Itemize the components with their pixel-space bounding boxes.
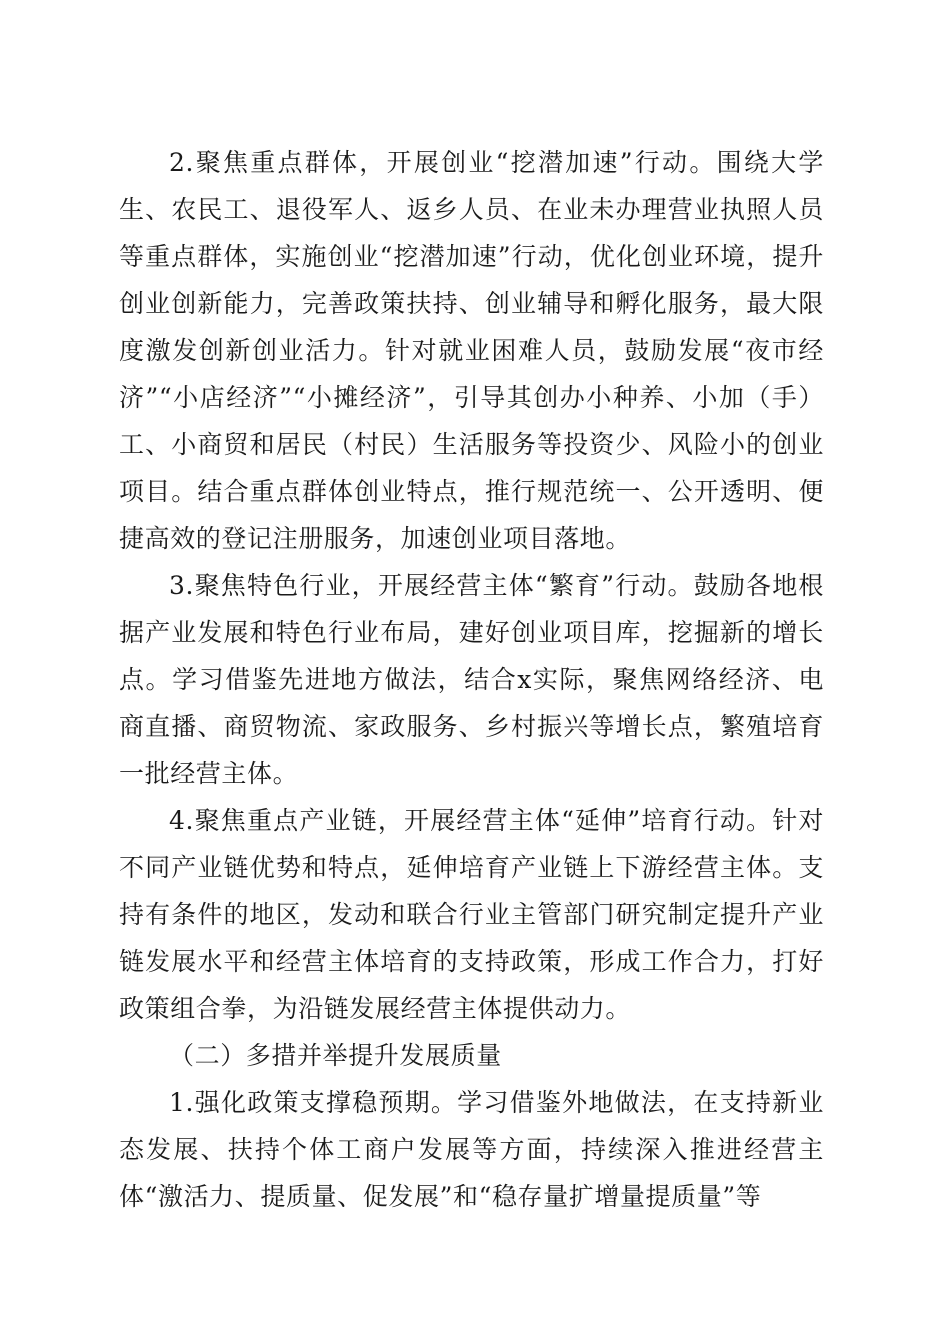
document-body	[119, 139, 824, 1220]
paragraph-policy-support: 1.强化政策支撑稳预期。学习借鉴外地做法，在支持新业态发展、扶持个体工商户发展等方面，持续深入推进经营主体“激活力、提质量、促发展”和“稳存量扩增量提质量”等	[119, 1088, 824, 1211]
paragraph-key-groups: 2.聚焦重点群体，开展创业“挖潜加速”行动。围绕大学生、农民工、退役军人、返乡人员、在业未办理营业执照人员等重点群体，实施创业“挖潜加速”行动，优化创业环境，提升创业创新能力，完善政策扶持、创业辅导和孵化服务，最大限度激发创新创业活力。针对就业困难人员，鼓励发展“夜市经济”“小店经济”“小摊经济”，引导其创办小种养、小加（手）工、小商贸和居民（村民）生活服务等投资少、风险小的创业项目。结合重点群体创业特点，推行规范统一、公开透明、便捷高效的登记注册服务，加速创业项目落地。	[119, 148, 824, 553]
section-heading-quality: （二）多措并举提升发展质量	[169, 1041, 502, 1070]
paragraph-specialty-industries: 3.聚焦特色行业，开展经营主体“繁育”行动。鼓励各地根据产业发展和特色行业布局，建好创业项目库，挖掘新的增长点。学习借鉴先进地方做法，结合x实际，聚焦网络经济、电商直播、商贸物流、家政服务、乡村振兴等增长点，繁殖培育一批经营主体。	[119, 571, 824, 788]
paragraph-industry-chain: 4.聚焦重点产业链，开展经营主体“延伸”培育行动。针对不同产业链优势和特点，延伸培育产业链上下游经营主体。支持有条件的地区，发动和联合行业主管部门研究制定提升产业链发展水平和经营主体培育的支持政策，形成工作合力，打好政策组合拳，为沿链发展经营主体提供动力。	[119, 806, 824, 1023]
